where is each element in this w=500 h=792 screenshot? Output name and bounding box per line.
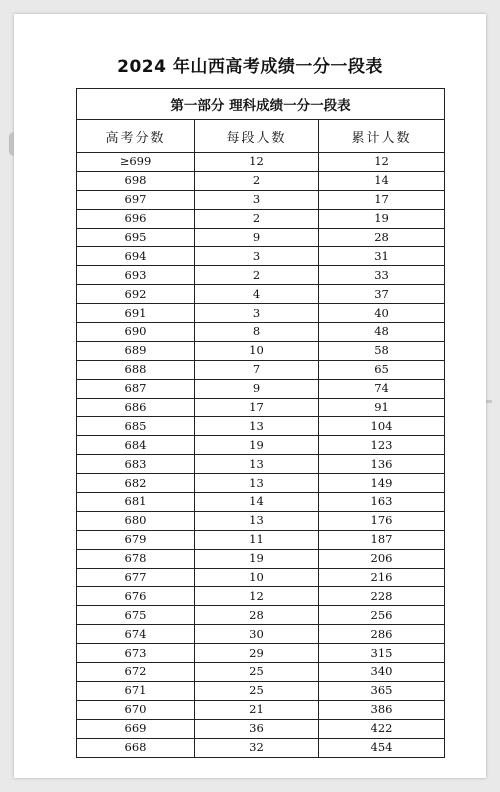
cell-count: 13	[195, 511, 319, 530]
cell-score: 691	[77, 304, 195, 323]
cell-cumulative: 136	[319, 455, 445, 474]
cell-score: 668	[77, 738, 195, 757]
cell-count: 19	[195, 549, 319, 568]
cell-score: 688	[77, 360, 195, 379]
cell-score: 680	[77, 511, 195, 530]
table-row	[77, 266, 445, 285]
cell-cumulative: 422	[319, 719, 445, 738]
cell-cumulative: 365	[319, 681, 445, 700]
cell-count: 32	[195, 738, 319, 757]
table-row	[77, 625, 445, 644]
cell-count: 25	[195, 663, 319, 682]
column-header-cumulative: 累计人数	[319, 120, 445, 153]
table-row	[77, 304, 445, 323]
cell-score: 686	[77, 398, 195, 417]
cell-score: 674	[77, 625, 195, 644]
table-row	[77, 285, 445, 304]
cell-score: 692	[77, 285, 195, 304]
table-row	[77, 455, 445, 474]
cell-score: 672	[77, 663, 195, 682]
column-header-score: 高考分数	[77, 120, 195, 153]
table-row	[77, 171, 445, 190]
cell-score: 669	[77, 719, 195, 738]
cell-count: 36	[195, 719, 319, 738]
cell-cumulative: 163	[319, 493, 445, 512]
cell-count: 3	[195, 190, 319, 209]
cell-score: 678	[77, 549, 195, 568]
cell-cumulative: 31	[319, 247, 445, 266]
cell-score: 695	[77, 228, 195, 247]
cell-score: 685	[77, 417, 195, 436]
cell-score: 670	[77, 700, 195, 719]
cell-score: ≥699	[77, 153, 195, 172]
cell-count: 12	[195, 153, 319, 172]
cell-cumulative: 14	[319, 171, 445, 190]
cell-cumulative: 123	[319, 436, 445, 455]
table-row	[77, 436, 445, 455]
cell-cumulative: 91	[319, 398, 445, 417]
table-row	[77, 606, 445, 625]
cell-count: 10	[195, 568, 319, 587]
cell-count: 2	[195, 209, 319, 228]
cell-score: 676	[77, 587, 195, 606]
cell-cumulative: 256	[319, 606, 445, 625]
cell-cumulative: 216	[319, 568, 445, 587]
cell-score: 684	[77, 436, 195, 455]
table-row	[77, 474, 445, 493]
cell-score: 693	[77, 266, 195, 285]
cell-count: 25	[195, 681, 319, 700]
cell-count: 29	[195, 644, 319, 663]
cell-count: 3	[195, 247, 319, 266]
section-title: 第一部分 理科成绩一分一段表	[77, 89, 445, 120]
cell-count: 3	[195, 304, 319, 323]
cell-cumulative: 104	[319, 417, 445, 436]
cell-cumulative: 228	[319, 587, 445, 606]
cell-score: 698	[77, 171, 195, 190]
cell-score: 690	[77, 323, 195, 342]
cell-cumulative: 58	[319, 341, 445, 360]
cell-score: 682	[77, 474, 195, 493]
table-row	[77, 417, 445, 436]
table-row	[77, 568, 445, 587]
cell-score: 697	[77, 190, 195, 209]
cell-count: 10	[195, 341, 319, 360]
cell-score: 681	[77, 493, 195, 512]
cell-cumulative: 19	[319, 209, 445, 228]
table-row	[77, 247, 445, 266]
cell-count: 28	[195, 606, 319, 625]
cell-count: 17	[195, 398, 319, 417]
cell-score: 689	[77, 341, 195, 360]
cell-count: 4	[195, 285, 319, 304]
table-row	[77, 190, 445, 209]
column-header-count: 每段人数	[195, 120, 319, 153]
cell-count: 2	[195, 266, 319, 285]
cell-score: 696	[77, 209, 195, 228]
cell-count: 7	[195, 360, 319, 379]
cell-cumulative: 206	[319, 549, 445, 568]
cell-score: 673	[77, 644, 195, 663]
cell-cumulative: 12	[319, 153, 445, 172]
cell-cumulative: 315	[319, 644, 445, 663]
document-page	[14, 14, 486, 778]
cell-cumulative: 176	[319, 511, 445, 530]
cell-cumulative: 149	[319, 474, 445, 493]
page-title: 2024 年山西高考成绩一分一段表	[117, 57, 383, 77]
table-row	[77, 549, 445, 568]
table-row	[77, 341, 445, 360]
table-row	[77, 398, 445, 417]
cell-count: 13	[195, 474, 319, 493]
cell-cumulative: 48	[319, 323, 445, 342]
section-title-row	[77, 89, 445, 120]
cell-cumulative: 17	[319, 190, 445, 209]
cell-cumulative: 187	[319, 530, 445, 549]
cell-cumulative: 33	[319, 266, 445, 285]
cell-score: 677	[77, 568, 195, 587]
cell-score: 687	[77, 379, 195, 398]
cell-score: 671	[77, 681, 195, 700]
table-row	[77, 360, 445, 379]
cell-score: 675	[77, 606, 195, 625]
table-row	[77, 209, 445, 228]
table-row	[77, 738, 445, 757]
table-row	[77, 228, 445, 247]
column-header-row	[77, 120, 445, 153]
cell-cumulative: 74	[319, 379, 445, 398]
table-row	[77, 700, 445, 719]
table-row	[77, 379, 445, 398]
cell-count: 30	[195, 625, 319, 644]
table-row	[77, 530, 445, 549]
cell-count: 13	[195, 455, 319, 474]
table-row	[77, 663, 445, 682]
table-row	[77, 153, 445, 172]
cell-count: 2	[195, 171, 319, 190]
cell-count: 13	[195, 417, 319, 436]
table-row	[77, 587, 445, 606]
cell-count: 21	[195, 700, 319, 719]
table-row	[77, 681, 445, 700]
cell-cumulative: 286	[319, 625, 445, 644]
cell-cumulative: 40	[319, 304, 445, 323]
cell-cumulative: 386	[319, 700, 445, 719]
table-row	[77, 719, 445, 738]
table-row	[77, 511, 445, 530]
cell-count: 19	[195, 436, 319, 455]
cell-cumulative: 28	[319, 228, 445, 247]
cell-count: 11	[195, 530, 319, 549]
table-row	[77, 493, 445, 512]
cell-cumulative: 340	[319, 663, 445, 682]
table-body	[77, 153, 445, 758]
table-row	[77, 644, 445, 663]
score-distribution-table	[76, 88, 445, 758]
cell-score: 683	[77, 455, 195, 474]
cell-count: 9	[195, 228, 319, 247]
cell-count: 12	[195, 587, 319, 606]
cell-cumulative: 37	[319, 285, 445, 304]
cell-score: 679	[77, 530, 195, 549]
table-row	[77, 323, 445, 342]
cell-score: 694	[77, 247, 195, 266]
cell-cumulative: 65	[319, 360, 445, 379]
cell-count: 9	[195, 379, 319, 398]
cell-count: 14	[195, 493, 319, 512]
cell-count: 8	[195, 323, 319, 342]
cell-cumulative: 454	[319, 738, 445, 757]
